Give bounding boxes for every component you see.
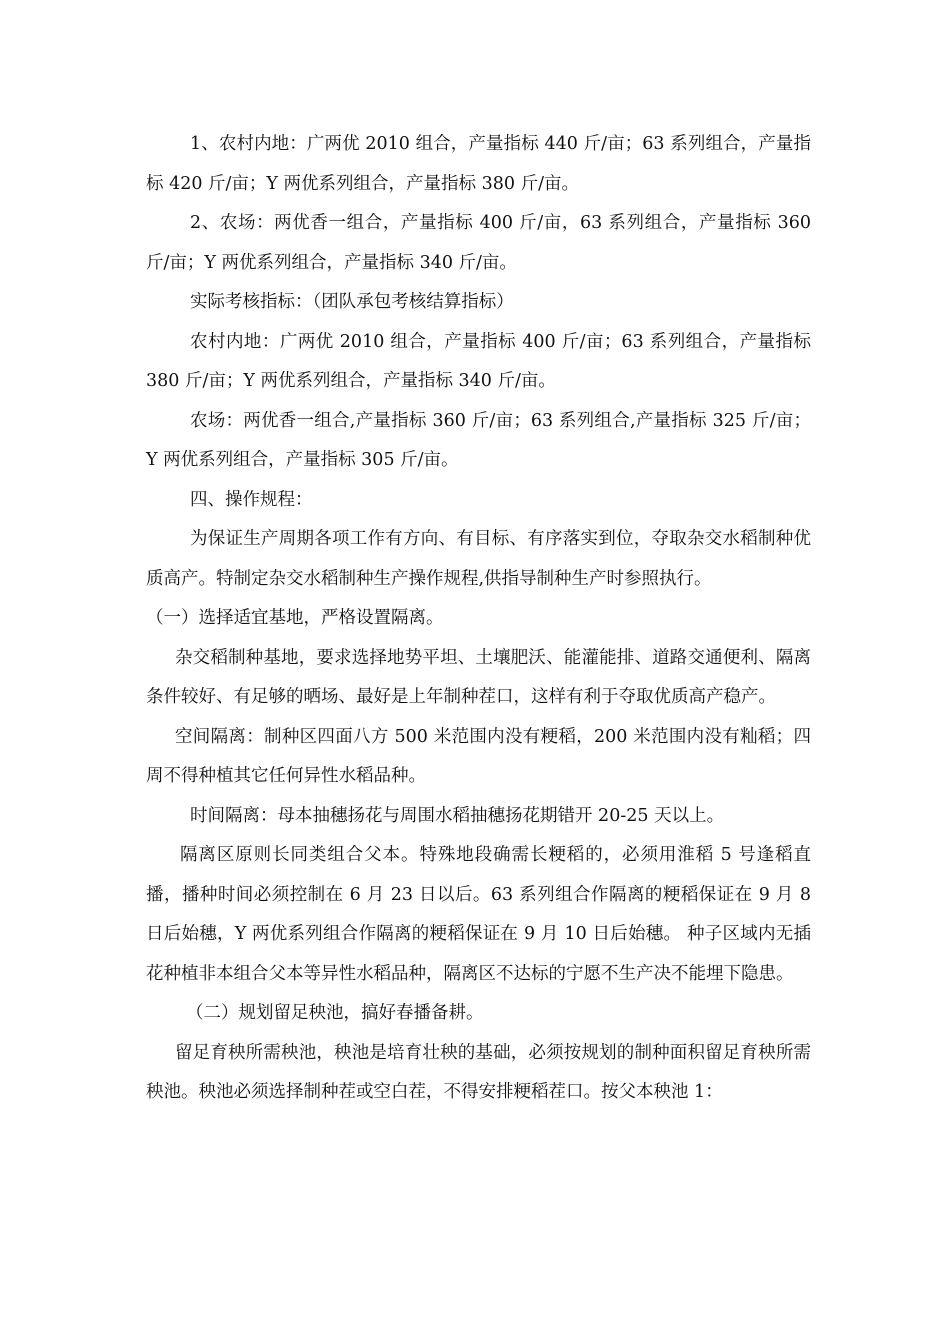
document-body xyxy=(146,125,811,1113)
paragraph-isolation-zone-rules: 隔离区原则长同类组合父本。特殊地段确需长粳稻的，必须用淮稻 5 号逢稻直播，播种时间必须控制在 6 月 23 日以后。63 系列组合作隔离的粳稻保证在 9 月 8 日后始穗，Y 两优系列组合作隔离的粳稻保证在 9 月 10 日后始穗。 种子区域内无插花种植非本组合父本等异性水稻品种，隔离区不达标的宁愿不生产决不能埋下隐患。 xyxy=(146,845,811,984)
paragraph-procedures-intro: 为保证生产周期各项工作有方向、有目标、有序落实到位，夺取杂交水稻制种优质高产。特制定杂交水稻制种生产操作规程,供指导制种生产时参照执行。 xyxy=(146,529,811,589)
subsection-heading-base-isolation: （一）选择适宜基地，严格设置隔离。 xyxy=(146,608,444,628)
paragraph-base-requirements: 杂交稻制种基地，要求选择地势平坦、土壤肥沃、能灌能排、道路交通便利、隔离条件较好、有足够的晒场、最好是上年制种茬口，这样有利于夺取优质高产稳产。 xyxy=(146,647,811,707)
subsection-heading-seedbed-planning: （二）规划留足秧池，搞好春播备耕。 xyxy=(186,1003,484,1023)
paragraph-seedbed-requirements: 留足育秧所需秧池，秧池是培育壮秧的基础，必须按规划的制种面积留足育秧所需秧池。秧池必须选择制种茬或空白茬，不得安排粳稻茬口。按父本秧池 1： xyxy=(146,1042,811,1102)
paragraph-space-isolation: 空间隔离：制种区四面八方 500 米范围内没有粳稻，200 米范围内没有籼稻；四周不得种植其它任何异性水稻品种。 xyxy=(146,726,811,786)
paragraph-target-farm: 2、农场：两优香一组合，产量指标 400 斤/亩，63 系列组合，产量指标 360 斤/亩；Y 两优系列组合，产量指标 340 斤/亩。 xyxy=(146,213,811,273)
paragraph-actual-farm: 农场：两优香一组合,产量指标 360 斤/亩；63 系列组合,产量指标 325 斤/亩；Y 两优系列组合，产量指标 305 斤/亩。 xyxy=(146,410,811,470)
paragraph-time-isolation: 时间隔离：母本抽穗扬花与周围水稻抽穗扬花期错开 20-25 天以上。 xyxy=(190,805,725,826)
paragraph-actual-assessment-heading: 实际考核指标：（团队承包考核结算指标） xyxy=(190,292,514,312)
section-heading-operating-procedures: 四、操作规程： xyxy=(190,489,313,510)
paragraph-target-rural: 1、农村内地：广两优 2010 组合，产量指标 440 斤/亩；63 系列组合，产量指标 420 斤/亩；Y 两优系列组合，产量指标 380 斤/亩。 xyxy=(146,134,811,194)
paragraph-actual-rural: 农村内地：广两优 2010 组合，产量指标 400 斤/亩；63 系列组合，产量指标 380 斤/亩；Y 两优系列组合，产量指标 340 斤/亩。 xyxy=(146,331,811,391)
